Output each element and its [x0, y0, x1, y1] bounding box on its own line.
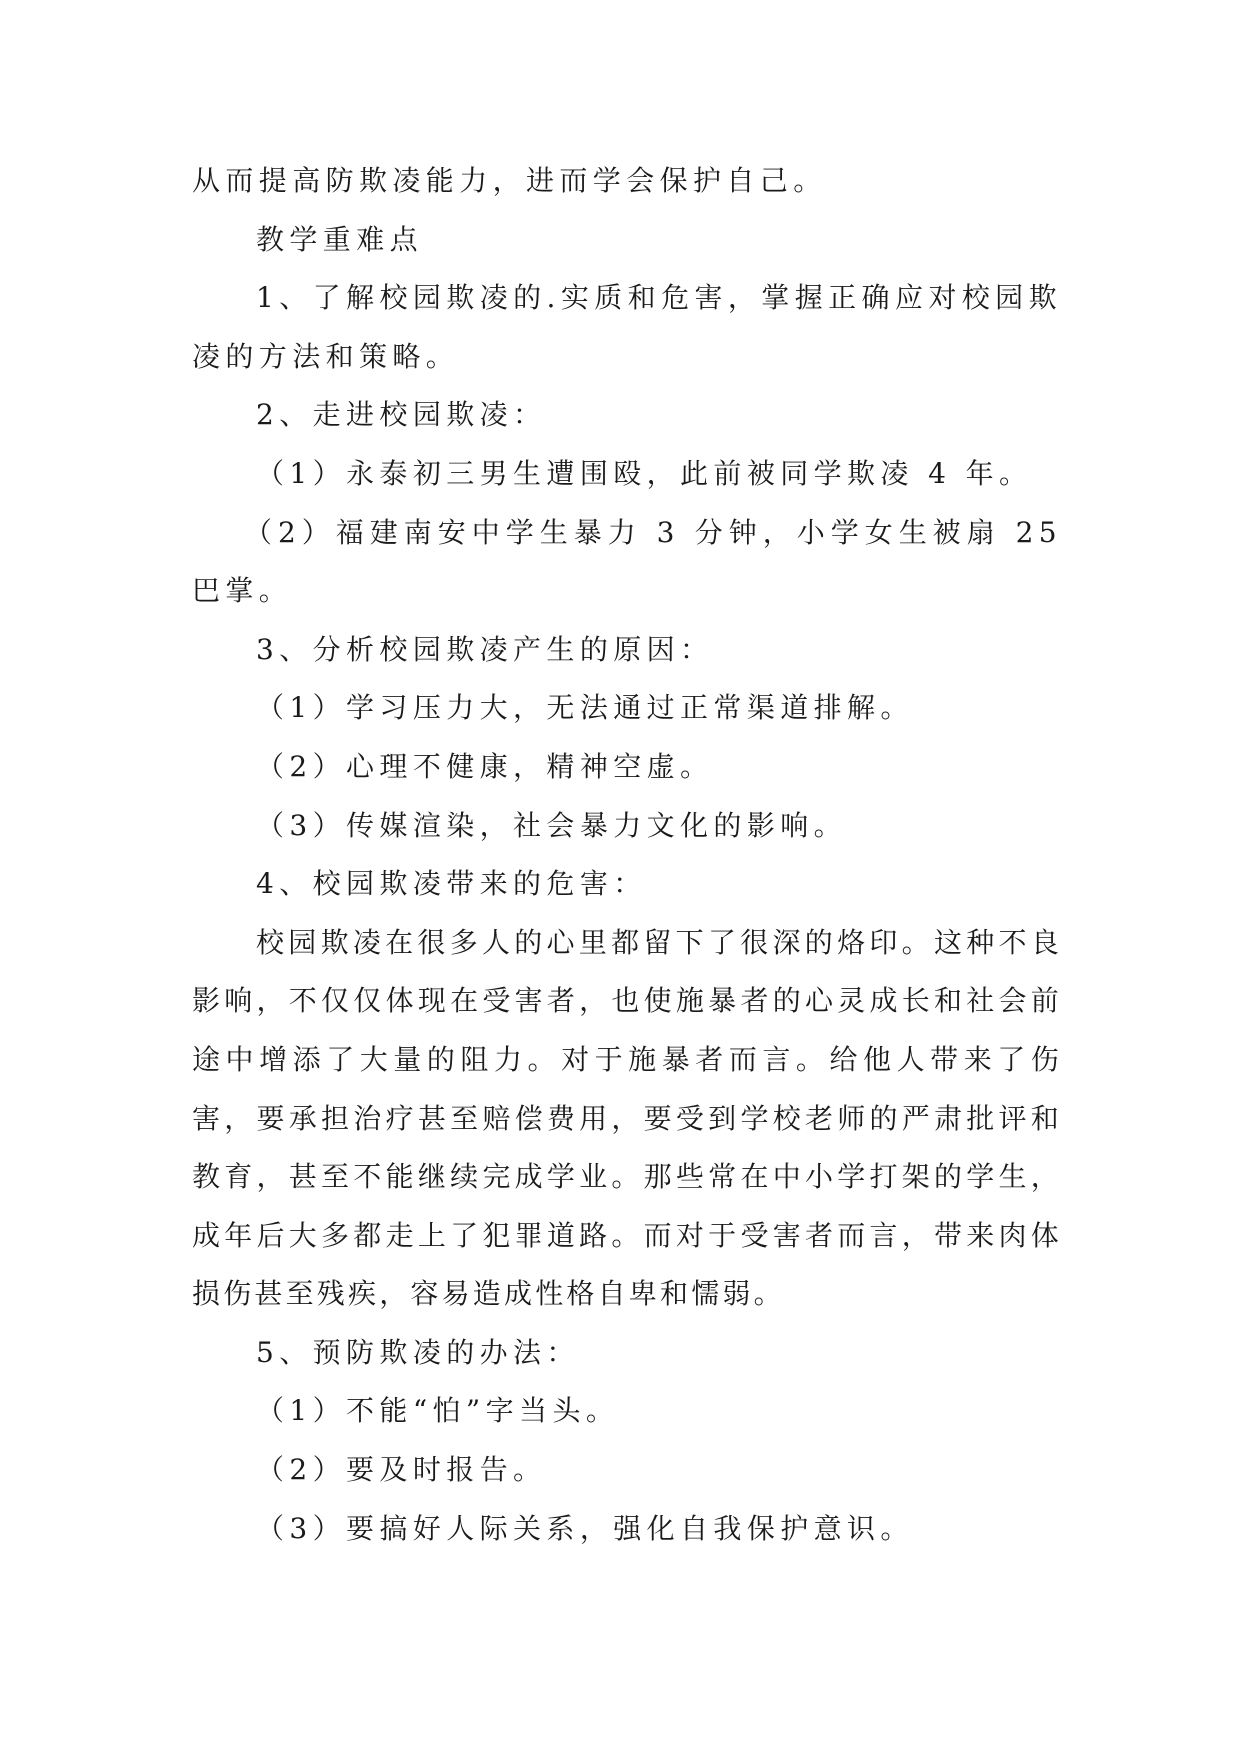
- paragraph-continuation: 从而提高防欺凌能力，进而学会保护自己。: [192, 164, 827, 197]
- document-body: [192, 152, 1062, 1558]
- sub-item-3-3: （3）传媒渲染，社会暴力文化的影响。: [256, 808, 848, 842]
- section-heading-key-points: 教学重难点: [256, 222, 424, 256]
- sub-item-2-2: （2）福建南安中学生暴力 3 分钟，小学女生被扇 25 巴掌。: [192, 515, 1062, 608]
- sub-item-5-1: （1）不能“怕”字当头。: [256, 1394, 620, 1428]
- sub-item-2-1: （1）永泰初三男生遭围殴，此前被同学欺凌 4 年。: [256, 456, 1033, 490]
- sub-item-3-2: （2）心理不健康，精神空虚。: [256, 749, 714, 783]
- harm-paragraph: 校园欺凌在很多人的心里都留下了很深的烙印。这种不良影响，不仅仅体现在受害者，也使施暴者的心灵成长和社会前途中增添了大量的阻力。对于施暴者而言。给他人带来了伤害，要承担治疗甚至赔偿费用，要受到学校老师的严肃批评和教育，甚至不能继续完成学业。那些常在中小学打架的学生，成年后大多都走上了犯罪道路。而对于受害者而言，带来肉体损伤甚至残疾，容易造成性格自卑和懦弱。: [192, 925, 1062, 1311]
- list-item-3: 3、分析校园欺凌产生的原因：: [256, 632, 714, 666]
- list-item-5: 5、预防欺凌的办法：: [256, 1335, 580, 1369]
- list-item-1: 1、了解校园欺凌的.实质和危害，掌握正确应对校园欺凌的方法和策略。: [192, 281, 1062, 373]
- sub-item-5-3: （3）要搞好人际关系，强化自我保护意识。: [256, 1511, 914, 1545]
- sub-item-5-2: （2）要及时报告。: [256, 1453, 547, 1487]
- list-item-2: 2、走进校园欺凌：: [256, 398, 547, 432]
- list-item-4: 4、校园欺凌带来的危害：: [256, 867, 647, 901]
- sub-item-3-1: （1）学习压力大，无法通过正常渠道排解。: [256, 691, 914, 725]
